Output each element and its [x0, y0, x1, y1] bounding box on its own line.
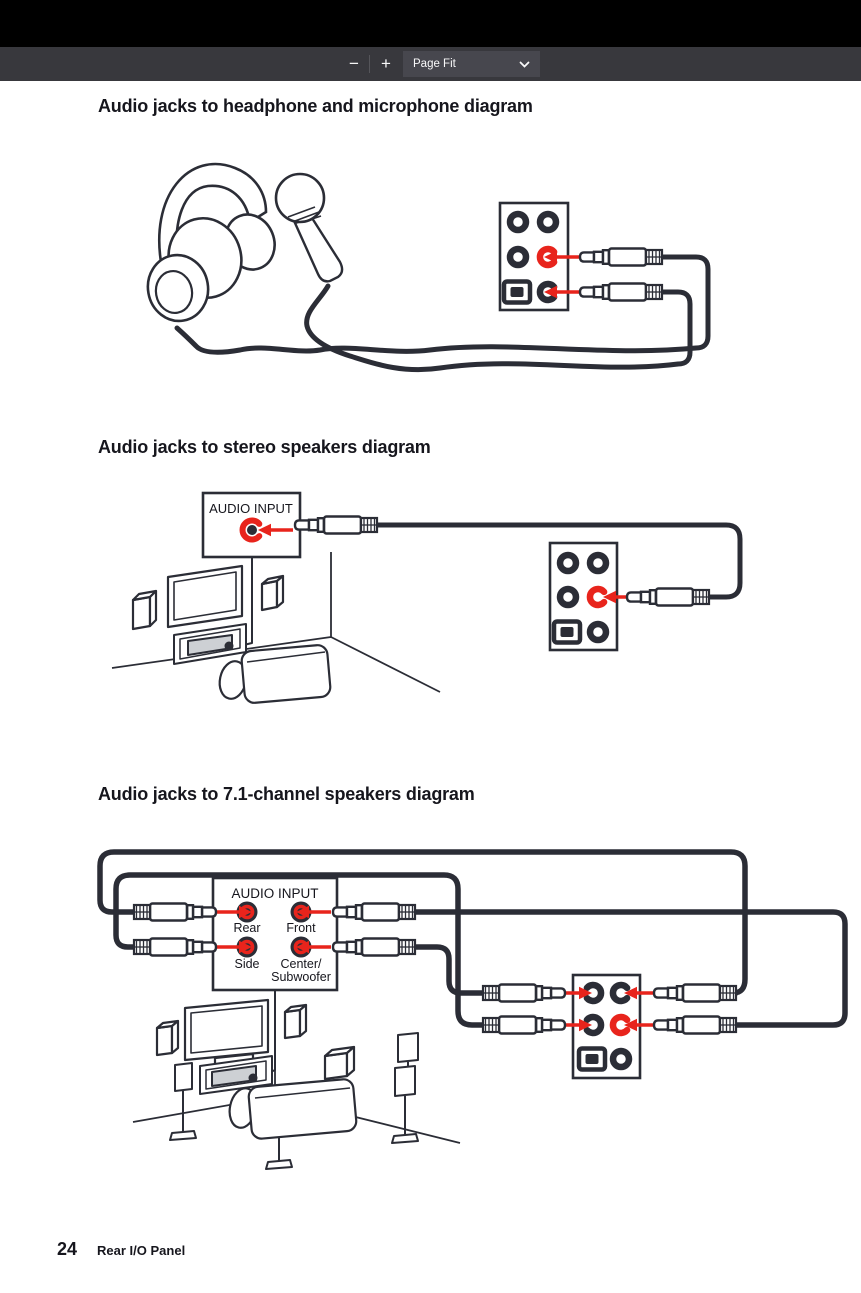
footer-section-title: Rear I/O Panel — [97, 1243, 186, 1258]
stereo-room-illustration — [112, 552, 440, 704]
headphone-plug — [580, 249, 662, 266]
seven-one-channel-diagram — [0, 835, 861, 1180]
window-top-black-area — [0, 0, 861, 47]
rear-plug — [134, 904, 216, 921]
zoom-in-button[interactable]: + — [372, 47, 400, 81]
microphone-illustration — [276, 174, 342, 281]
side-plug — [134, 939, 216, 956]
room-illustration-7-1 — [133, 990, 460, 1169]
zoom-out-button[interactable]: − — [340, 47, 368, 81]
stereo-speakers-diagram — [0, 480, 861, 730]
heading-headphone-mic: Audio jacks to headphone and microphone diagram — [98, 96, 533, 116]
page-number: 24 — [57, 1239, 78, 1259]
optical-sdif-port — [554, 622, 580, 643]
panel-plug-left-2 — [483, 1017, 565, 1034]
heading-stereo: Audio jacks to stereo speakers diagram — [98, 437, 431, 457]
panel-plug-right-1 — [654, 985, 736, 1002]
panel-plug-left-1 — [483, 985, 565, 1002]
pdf-toolbar — [0, 47, 861, 81]
optical-sdif-port — [504, 282, 530, 303]
mic-plug — [580, 284, 662, 301]
svg-text:AUDIO INPUT: AUDIO INPUT — [209, 501, 293, 516]
zoom-level-value: Page Fit — [413, 58, 456, 70]
page-footer — [57, 1239, 185, 1260]
line-out-plug — [627, 589, 709, 606]
pdf-page — [0, 81, 861, 1293]
zoom-level-select[interactable] — [403, 51, 540, 77]
panel-plug-right-2 — [654, 1017, 736, 1034]
center-plug — [333, 939, 415, 956]
audio-input-box — [213, 878, 337, 990]
svg-text:Side: Side — [234, 957, 260, 971]
svg-text:Front: Front — [286, 921, 316, 935]
audio-input-box — [203, 493, 300, 557]
headphone-cable — [177, 257, 708, 352]
front-plug — [333, 904, 415, 921]
headphones-illustration — [143, 164, 283, 326]
svg-text:Subwoofer: Subwoofer — [271, 970, 331, 984]
chevron-down-icon — [519, 61, 530, 68]
heading-7-1-channel: Audio jacks to 7.1-channel speakers diagram — [98, 784, 475, 804]
headphone-mic-diagram — [0, 140, 861, 405]
optical-sdif-port — [579, 1049, 605, 1070]
toolbar-divider — [369, 55, 370, 73]
svg-text:Rear: Rear — [233, 921, 261, 935]
svg-text:Center/: Center/ — [280, 957, 322, 971]
svg-text:AUDIO INPUT: AUDIO INPUT — [231, 886, 319, 901]
audio-input-plug — [295, 517, 377, 534]
